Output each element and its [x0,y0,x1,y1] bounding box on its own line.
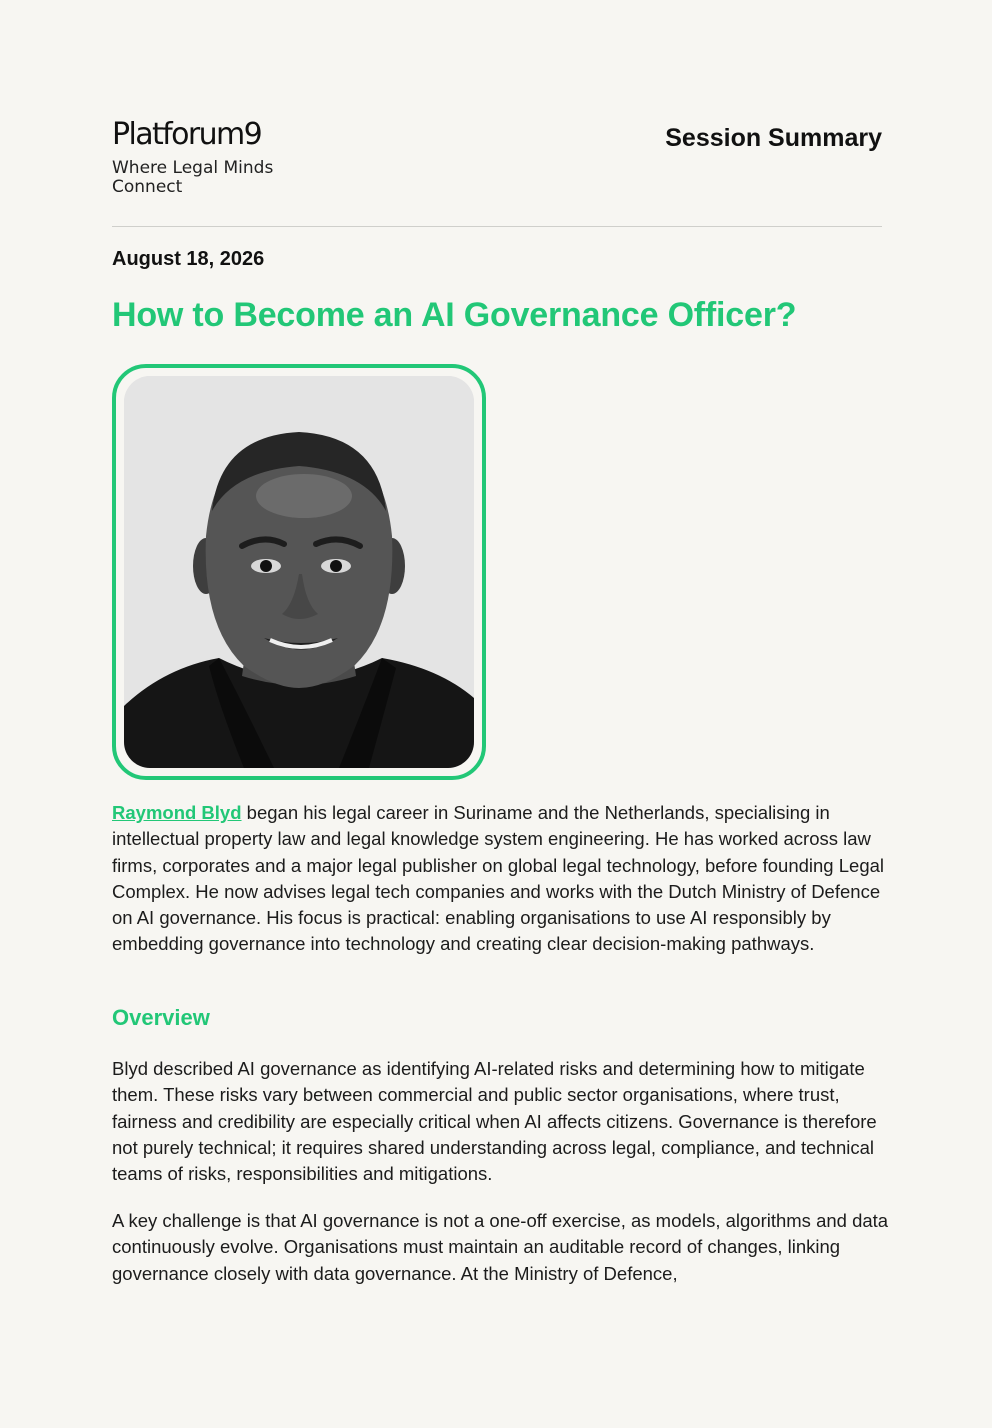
overview-heading: Overview [112,1005,210,1030]
speaker-portrait-image [124,376,474,768]
brand-logo[interactable] [112,118,302,197]
speaker-photo [124,376,474,768]
session-title: How to Become an AI Governance Officer? [112,296,797,334]
speaker-bio-text: began his legal career in Suriname and the Netherlands, specialising in intellectual property law and legal knowledge system engineering. He has worked across law firms, corporates and a major legal publisher on global legal technology, before founding Legal Complex. He now advises legal tech companies and works with the Dutch Ministry of Defence on AI governance. His focus is practical: enabling organisations to use AI responsibly by embedding governance into technology and creating clear decision-making pathways. [112,802,885,955]
overview-paragraph: A key challenge is that AI governance is not a one-off exercise, as models, algorithms and data continuously evolve. Organisations must maintain an auditable record of changes, linking governance closely with data governance. At the Ministry of Defence, [112,1210,889,1284]
speaker-name-link[interactable]: Raymond Blyd [112,802,242,823]
speaker-bio [112,800,892,958]
header-divider [112,226,882,227]
document-type-label: Session Summary [665,124,882,152]
overview-paragraph: Blyd described AI governance as identifying AI-related risks and determining how to mitigate them. These risks vary between commercial and public sector organisations, where trust, fairness and credibility are especially critical when AI affects citizens. Governance is therefore not purely technical; it requires shared understanding across legal, compliance, and technical teams of risks, responsibilities and mitigations. [112,1058,877,1185]
session-date: August 18, 2026 [112,248,265,270]
brand-tagline: Where Legal Minds Connect [112,158,274,197]
speaker-photo-frame [112,364,486,780]
brand-name: Platforum9 [112,117,262,152]
